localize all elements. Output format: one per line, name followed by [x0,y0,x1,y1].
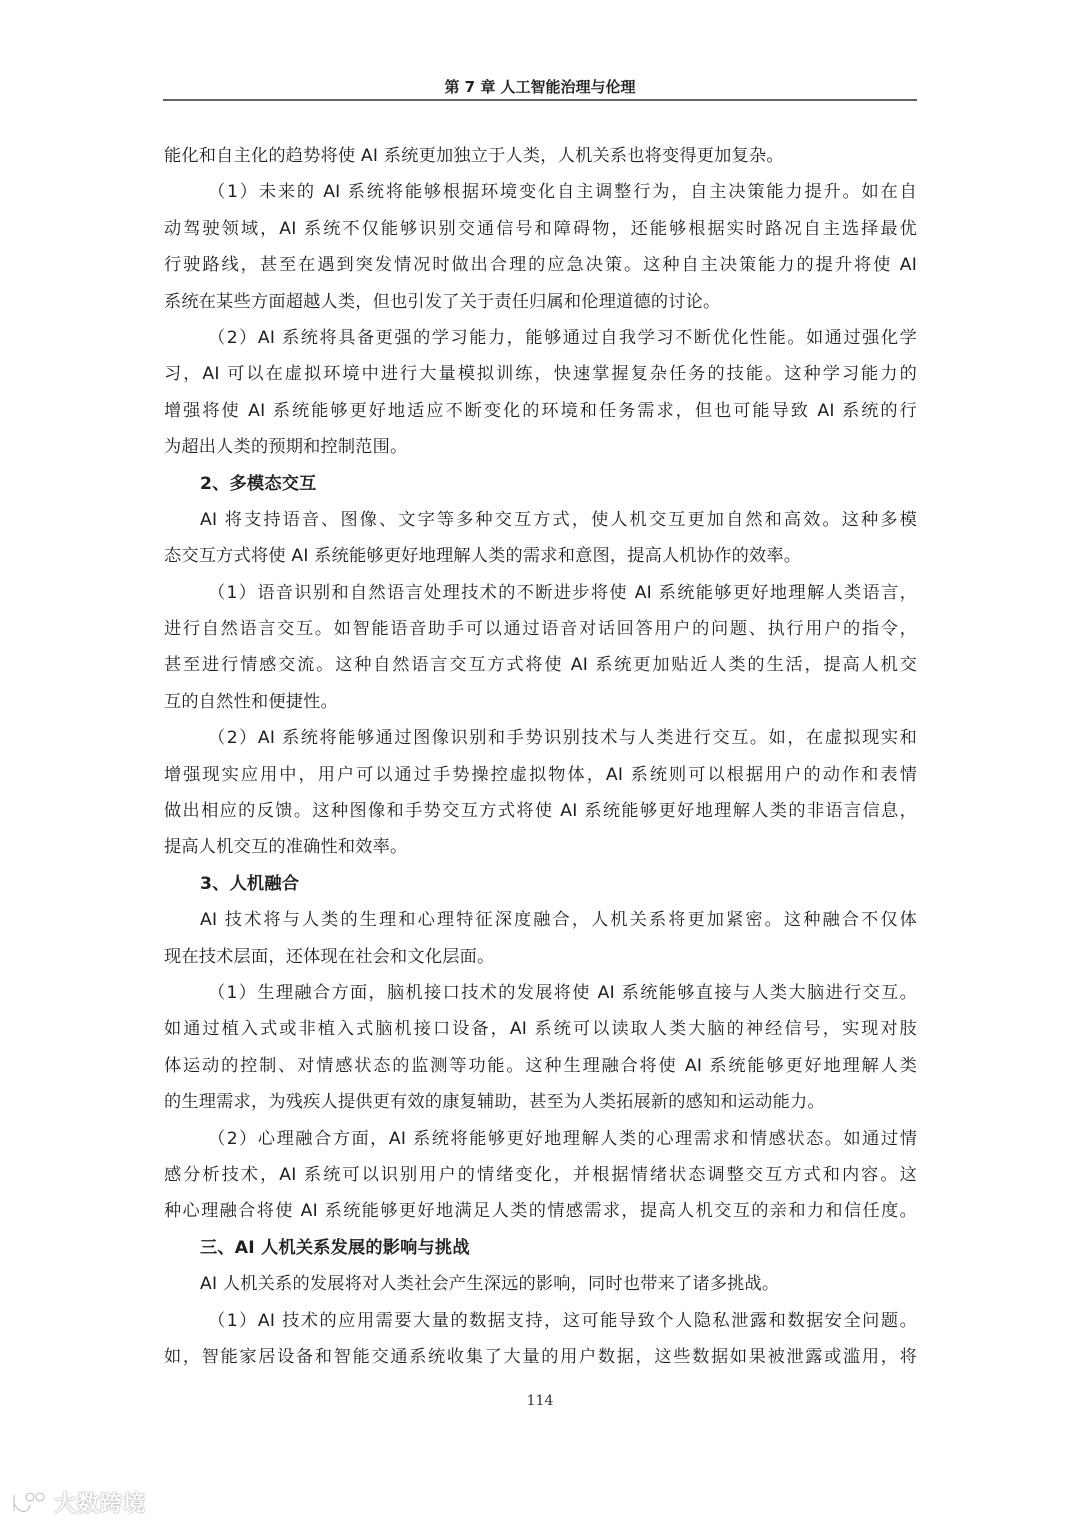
body-line: AI 将支持语音、图像、文字等多种交互方式，使人机交互更加自然和高效。这种多模 [200,509,917,530]
body-line: 甚至进行情感交流。这种自然语言交互方式将使 AI 系统更加贴近人类的生活，提高人机交 [164,655,917,676]
page-number: 114 [526,1393,554,1409]
body-line: AI 技术将与人类的生理和心理特征深度融合，人机关系将更加紧密。这种融合不仅体 [200,910,917,931]
running-header: 第 7 章 人工智能治理与伦理 [444,78,636,96]
header-divider [163,99,917,101]
body-line: 系统在某些方面超越人类，但也引发了关于责任归属和伦理道德的讨论。 [164,291,721,312]
body-line: 提高人机交互的准确性和效率。 [164,837,408,858]
body-line: AI 人机关系的发展将对人类社会产生深远的影响，同时也带来了诸多挑战。 [200,1274,780,1295]
body-line: （2）AI 系统将能够通过图像识别和手势识别技术与人类进行交互。如，在虚拟现实和 [208,728,917,749]
body-line: 现在技术层面，还体现在社会和文化层面。 [164,946,495,967]
body-line: 能化和自主化的趋势将使 AI 系统更加独立于人类，人机关系也将变得更加复杂。 [164,146,784,166]
body-line: （1）语音识别和自然语言处理技术的不断进步将使 AI 系统能够更好地理解人类语言， [208,582,917,603]
section-heading: 2、多模态交互 [200,473,317,494]
body-line: 互的自然性和便捷性。 [164,691,338,712]
body-line: 习，AI 可以在虚拟环境中进行大量模拟训练，快速掌握复杂任务的技能。这种学习能力的 [164,364,917,385]
body-line: （1）未来的 AI 系统将能够根据环境变化自主调整行为，自主决策能力提升。如在自 [208,182,917,203]
body-line: 动驾驶领域，AI 系统不仅能够识别交通信号和障碍物，还能够根据实时路况自主选择最优 [164,218,917,239]
body-line: 为超出人类的预期和控制范围。 [164,437,408,458]
body-line: （2）心理融合方面，AI 系统将能够更好地理解人类的心理需求和情感状态。如通过情 [208,1128,917,1149]
body-line: 增强将使 AI 系统能够更好地适应不断变化的环境和任务需求，但也可能导致 AI 系统的行 [164,400,917,421]
page-body [164,138,917,1375]
watermark [8,1487,146,1518]
body-line: 如通过植入式或非植入式脑机接口设备，AI 系统可以读取人类大脑的神经信号，实现对肢 [164,1019,917,1040]
watermark-text: 大数跨境 [54,1492,147,1517]
body-line: 种心理融合将使 AI 系统能够更好地满足人类的情感需求，提高人机交互的亲和力和信任度。 [164,1201,917,1222]
body-line: 感分析技术，AI 系统可以识别用户的情绪变化，并根据情绪状态调整交互方式和内容。这 [164,1164,917,1185]
section-heading: 3、人机融合 [200,873,300,894]
kuajing-logo-icon [8,1489,48,1517]
body-line: 增强现实应用中，用户可以通过手势操控虚拟物体，AI 系统则可以根据用户的动作和表情 [164,764,917,785]
body-line: （1）AI 技术的应用需要大量的数据支持，这可能导致个人隐私泄露和数据安全问题。 [208,1310,917,1331]
body-line: 行驶路线，甚至在遇到突发情况时做出合理的应急决策。这种自主决策能力的提升将使 AI [164,255,917,276]
body-line: 如，智能家居设备和智能交通系统收集了大量的用户数据，这些数据如果被泄露或滥用，将 [164,1346,917,1367]
body-line: 体运动的控制、对情感状态的监测等功能。这种生理融合将使 AI 系统能够更好地理解人类 [164,1055,917,1076]
section-heading: 三、AI 人机关系发展的影响与挑战 [200,1237,470,1258]
body-line: （2）AI 系统将具备更强的学习能力，能够通过自我学习不断优化性能。如通过强化学 [208,327,917,348]
body-line: 进行自然语言交互。如智能语音助手可以通过语音对话回答用户的问题、执行用户的指令， [164,619,917,640]
body-line: （1）生理融合方面，脑机接口技术的发展将使 AI 系统能够直接与人类大脑进行交互。 [208,982,917,1003]
body-line: 做出相应的反馈。这种图像和手势交互方式将使 AI 系统能够更好地理解人类的非语言信息， [164,801,917,822]
body-line: 态交互方式将使 AI 系统能够更好地理解人类的需求和意图，提高人机协作的效率。 [164,546,802,567]
body-line: 的生理需求，为残疾人提供更有效的康复辅助，甚至为人类拓展新的感知和运动能力。 [164,1092,825,1113]
